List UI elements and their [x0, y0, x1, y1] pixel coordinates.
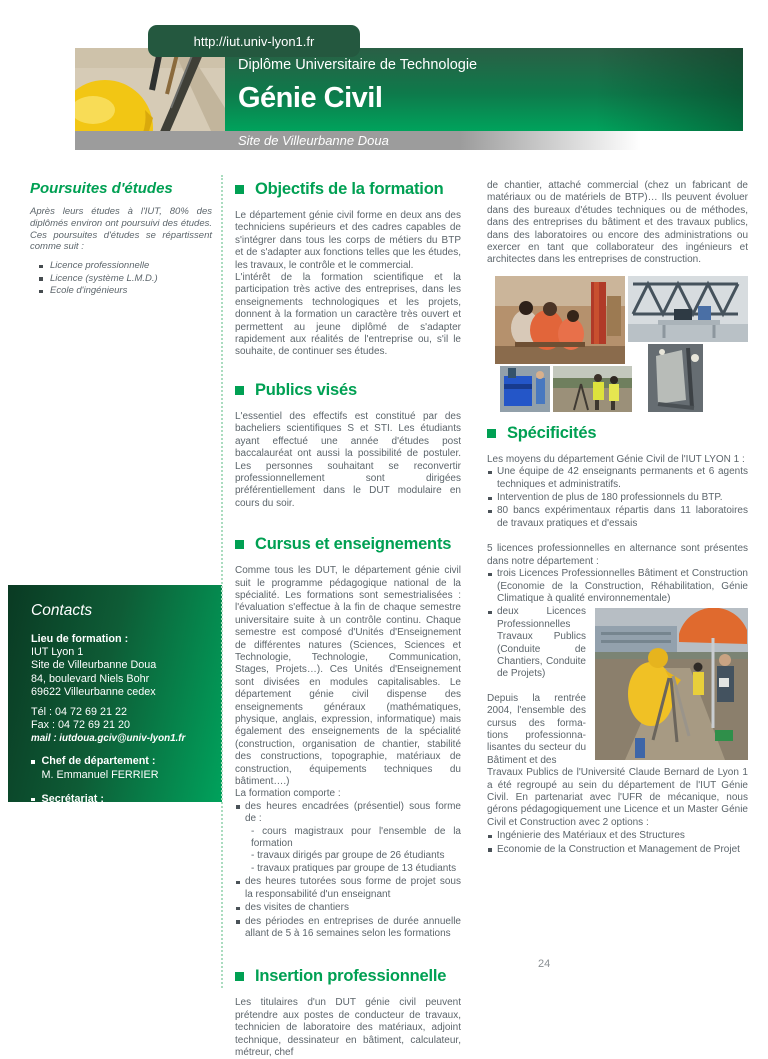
section-title: Publics visés: [255, 380, 357, 399]
section-heading-publics: [235, 381, 461, 400]
list-item-text: des heures encadrées (présentiel) sous forme de :: [245, 800, 461, 825]
bullet-square-icon: [31, 798, 35, 802]
options-list: [487, 830, 748, 856]
list-item: des périodes en entreprises de durée annuelle allant de 5 à 16 semaines selon les formations: [235, 916, 461, 941]
middle-column: [235, 180, 461, 1059]
list-item: 80 bancs expérimentaux répartis dans 11 laboratoires de travaux pratiques et d'essais: [487, 505, 748, 530]
secretariat-name: Mme Catherine PION-ROUX: [41, 819, 180, 832]
list-item: Economie de la Construction et Management de Projet: [487, 844, 748, 856]
list-item: Licence (système L.M.D.): [39, 273, 212, 286]
paragraph: La formation comporte :: [235, 788, 341, 800]
address-line: Site de Villeurbanne Doua: [31, 659, 157, 672]
secretariat-name: Mme Pascale KOUROUMA: [41, 806, 174, 819]
paragraph: Comme tous les DUT, le département génie civil suit le programme pédagogique national de la spécialité. Les formations sont semestrialisées : l'évaluation s'effectue à la fin de chaque semestre universitaire suite à un contrôle continu. Chaque semestre est composé d'Unités d'Enseignement de différentes natures (Sciences, Sciences et Technologie, Technologie, Communication, Stages, Projets…). Ces Unités d'Enseignement sont divisées en modules capitalisables. Le département génie civil dispense des enseignements généraux (mathématiques, physique, anglais, expression, informatique) mais également des enseignements de la spécialité (construction, organisation de chantier, stabilité des constructions, topographie, matériaux de construction, équipements techniques du bâtiment….): [235, 565, 461, 788]
paragraph: Les titulaires d'un DUT génie civil peuvent prétendre aux postes de conducteur de travaux, technicien de laboratoire des matériaux, adjoint technique, dessinateur en bâtiment, calculateur, métreur, chef: [235, 997, 461, 1058]
sub-item: - cours magistraux pour l'ensemble de la formation: [251, 825, 461, 850]
address-line: 69622 Villeurbanne cedex: [31, 685, 156, 698]
list-item: trois Licences Professionnelles Bâtiment et Construction (Economie de la Construction, Réhabilitation, Génie Climatique à qualité environnementale): [487, 568, 748, 605]
sub-item: - travaux dirigés par groupe de 26 étudiants: [251, 850, 445, 862]
moyens-list: [487, 466, 748, 530]
banner-kicker: Diplôme Universitaire de Technologie: [238, 57, 478, 73]
list-item: [235, 801, 461, 875]
bullet-square-icon: [31, 760, 35, 764]
contacts-title: Contacts: [31, 602, 93, 619]
paragraph: Le département génie civil forme en deux ans des techniciens supérieurs et des cadres capables de s'intégrer dans tous les corps de métiers du BTP et de s'adapter aux fonctions telles que les études, les travaux, le contrôle et le commercial.: [235, 210, 461, 271]
paragraph: L'essentiel des effectifs est constitué par des bacheliers scientifiques S et STI. Les étudiants ayant effectué une année d'études post baccalauréat ont aussi la possibilité de postuler. Les personnes souhaitant se reconvertir professionnellement sont dirigées préférentiellement dans le DUT modulaire en cours du soir.: [235, 410, 461, 509]
paragraph: Depuis la rentrée 2004, l'ensemble des cursus des forma-tions professionna-lisantes du secteur du Bâtiment et des: [487, 692, 586, 766]
lieu-label: Lieu de formation :: [31, 633, 129, 645]
hard-hat-photo: [75, 48, 225, 131]
poursuites-intro: Après leurs études à l'IUT, 80% des diplômés environ ont poursuivi des études. Ces poursuites d'études se répartissent comme suit :: [30, 206, 212, 253]
poursuites-list: [39, 260, 212, 298]
paragraph: L'intérêt de la formation scientifique et la participation très active des entreprises, dans les enseignements technologiques et les projets, donnent à la formation un caractère très ouvert et permettent au jeune diplômé de s'adapter rapidement aux réalités de l'entreprise ou, s'il le souhaite, de continuer ses études.: [235, 272, 461, 358]
section-title: Spécificités: [507, 423, 597, 442]
section-title: Insertion professionnelle: [255, 967, 447, 986]
url-tab: [148, 25, 360, 57]
address-line: 84, boulevard Niels Bohr: [31, 672, 150, 685]
paragraph: Travaux Publics de l'Université Claude Bernard de Lyon 1 a été regroupé au sein du département de l'IUT Génie Civil. En partenariat avec l'UFR de mécanique, nous gérons pédagogiquement une Licence et un Master Génie Civil et Construction avec 2 options :: [487, 767, 748, 828]
list-item: Intervention de plus de 180 professionnels du BTP.: [487, 492, 748, 504]
chef-item: [31, 755, 210, 781]
photo-hydraulic-machine: [500, 366, 550, 412]
section-title: Cursus et enseignements: [255, 535, 452, 554]
header-banner: [75, 48, 743, 131]
section-title: Objectifs de la formation: [255, 180, 444, 198]
address-line: IUT Lyon 1: [31, 646, 84, 659]
list-item: des heures tutorées sous forme de projet sous la responsabilité d'un enseignant: [235, 876, 461, 901]
fax-line: Fax : 04 72 69 21 20: [31, 719, 131, 732]
list-item: Ecole d'ingénieurs: [39, 285, 212, 298]
list-item: Ingénierie des Matériaux et des Structures: [487, 830, 748, 842]
list-item: deux Licences Professionnelles Travaux Publics (Conduite de Chantiers, Conduite de Projets): [487, 606, 748, 680]
formation-list: [235, 801, 461, 940]
section-heading-cursus: [235, 535, 461, 554]
right-column: [487, 180, 748, 857]
sub-item: - travaux pratiques par groupe de 13 étudiants: [251, 862, 457, 874]
photo-test-structure: [648, 344, 703, 412]
secretariat-item: [31, 793, 210, 833]
paragraph: Les moyens du département Génie Civil de l'IUT LYON 1 :: [487, 453, 745, 465]
licences-photo-block: [487, 606, 748, 767]
list-item: des visites de chantiers: [235, 902, 461, 914]
page-number: 24: [538, 958, 551, 970]
list-item: Licence professionnelle: [39, 260, 212, 273]
contacts-box: [8, 585, 222, 832]
section-heading-specificites: [487, 424, 748, 443]
section-heading-objectifs: [235, 180, 461, 199]
section-bullet-icon: [235, 185, 244, 194]
licences-list: [487, 568, 748, 605]
dotted-column-separator: [221, 175, 223, 988]
left-column: [30, 180, 212, 298]
phone-line: Tél : 04 72 69 21 22: [31, 706, 128, 719]
mail-line: mail : iutdoua.gciv@univ-lyon1.fr: [31, 733, 186, 745]
secretariat-label: Secrétariat :: [41, 792, 104, 805]
section-bullet-icon: [235, 386, 244, 395]
site-label: Site de Villeurbanne Doua: [238, 133, 389, 148]
section-bullet-icon: [487, 429, 496, 438]
site-bar: [75, 131, 641, 150]
licences-list: [487, 606, 748, 680]
poursuites-title: Poursuites d'études: [30, 180, 173, 197]
hard-hat-illustration: [75, 48, 225, 131]
section-bullet-icon: [235, 972, 244, 981]
photo-lab-students: [495, 276, 625, 364]
photo-steel-truss-bench: [628, 276, 748, 342]
paragraph: 5 licences professionnelles en alternance sont présentes dans notre département :: [487, 543, 748, 567]
list-item: Une équipe de 42 enseignants permanents et 6 agents techniques et administratifs.: [487, 466, 748, 491]
photo-collage: [487, 276, 748, 412]
chef-label: Chef de département :: [41, 755, 156, 768]
section-bullet-icon: [235, 540, 244, 549]
url-text: http://iut.univ-lyon1.fr: [193, 33, 315, 49]
chef-name: M. Emmanuel FERRIER: [41, 768, 159, 781]
paragraph: de chantier, attaché commercial (chez un fabricant de matériaux ou de matériels de BTP)… Ils peuvent évoluer dans des bureaux d'études techniques ou de méthodes, dans des entreprises du bâtiment et des travaux publics, dans des laboratoires ou encore des administrations ou exercer en tant que collaborateur des ingénieurs et architectes dans les entreprises de construction.: [487, 180, 748, 266]
page-title: Génie Civil: [238, 82, 383, 114]
section-heading-insertion: [235, 967, 461, 986]
photo-surveying-students: [553, 366, 632, 412]
contacts-address: [31, 633, 210, 699]
